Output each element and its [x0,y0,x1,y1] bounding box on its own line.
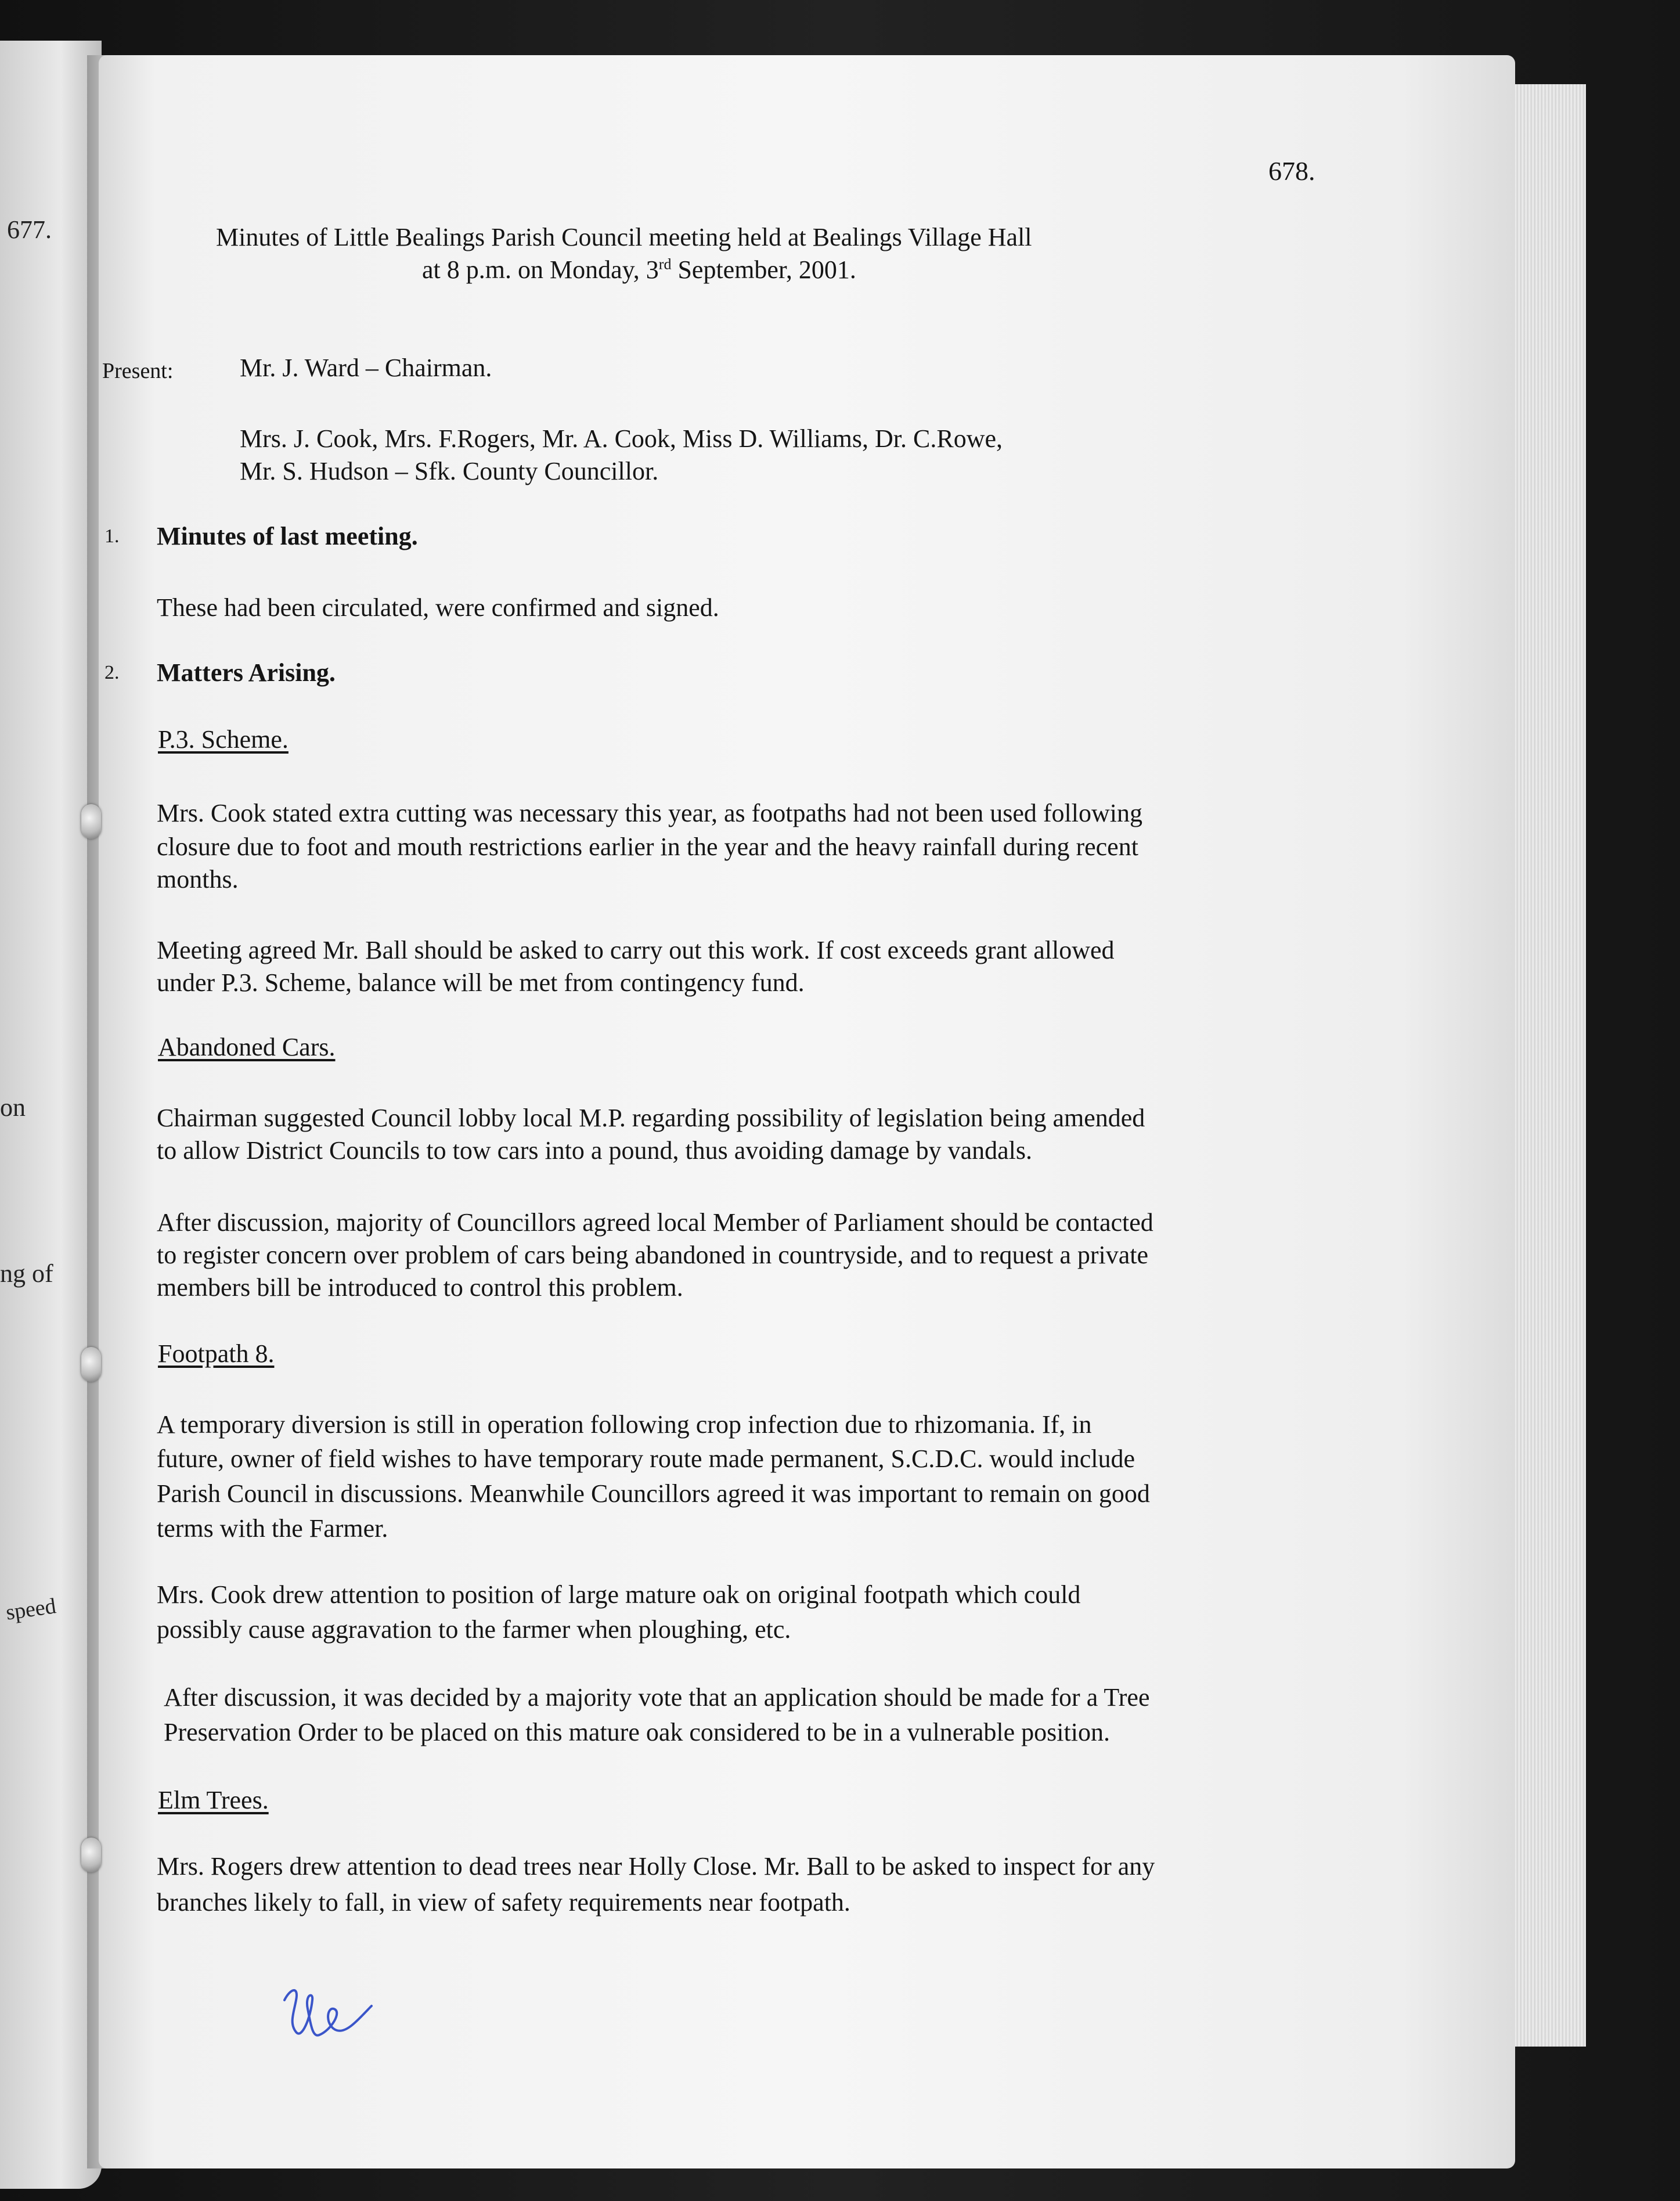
paragraph-line: under P.3. Scheme, balance will be met from contingency fund. [157,968,805,997]
paragraph-line: members bill be introduced to control this problem. [157,1273,683,1302]
section-number: 2. [104,662,120,683]
left-page-fragment: ng of [0,1259,53,1288]
left-page-fragment: on [0,1093,26,1122]
section-heading: Matters Arising. [157,658,336,687]
present-label: Present: [102,359,174,383]
paragraph-line: possibly cause aggravation to the farmer when ploughing, etc. [157,1615,791,1644]
paragraph-line: terms with the Farmer. [157,1514,388,1543]
present-attendees: Mrs. J. Cook, Mrs. F.Rogers, Mr. A. Cook, Miss D. Williams, Dr. C.Rowe, [240,424,1003,453]
subsection-heading: Footpath 8. [158,1339,275,1368]
page-stack-edge [1509,84,1586,2047]
paragraph-line: These had been circulated, were confirmed and signed. [157,593,719,622]
paragraph-line: A temporary diversion is still in operation following crop infection due to rhizomania. If, in [157,1410,1092,1439]
binder-ring [81,1347,101,1382]
paragraph-line: Mrs. Cook drew attention to position of large mature oak on original footpath which could [157,1580,1081,1609]
present-chair: Mr. J. Ward – Chairman. [240,354,492,382]
paragraph-line: branches likely to fall, in view of safety requirements near footpath. [157,1888,850,1917]
document-title: Minutes of Little Bealings Parish Council meeting held at Bealings Village Hall [216,223,1032,251]
section-heading: Minutes of last meeting. [157,522,418,550]
subsection-heading: P.3. Scheme. [158,725,289,754]
signature-initials [279,1977,395,2052]
paragraph-line: Preservation Order to be placed on this mature oak considered to be in a vulnerable position. [164,1718,1110,1746]
page-number: 678. [1268,156,1315,186]
paragraph-line: future, owner of field wishes to have temporary route made permanent, S.C.D.C. would include [157,1444,1135,1473]
paragraph-line: months. [157,865,239,894]
paragraph-line: to register concern over problem of cars being abandoned in countryside, and to request a private [157,1241,1149,1269]
paragraph-line: Mrs. Rogers drew attention to dead trees near Holly Close. Mr. Ball to be asked to inspect for any [157,1852,1155,1881]
present-attendees: Mr. S. Hudson – Sfk. County Councillor. [240,457,659,485]
document-title-date: at 8 p.m. on Monday, 3rd September, 2001. [422,255,856,284]
paragraph-line: After discussion, it was decided by a majority vote that an application should be made for a Tree [164,1683,1150,1712]
paragraph-line: After discussion, majority of Councillors agreed local Member of Parliament should be contacted [157,1208,1153,1237]
subsection-heading: Elm Trees. [158,1786,269,1814]
paragraph-line: Parish Council in discussions. Meanwhile Councillors agreed it was important to remain on good [157,1479,1150,1508]
binder-ring [81,1838,101,1872]
left-page-fragment: speed [4,1594,58,1625]
binder-ring [81,804,101,839]
subsection-heading: Abandoned Cars. [158,1033,336,1061]
paragraph-line: Chairman suggested Council lobby local M.P. regarding possibility of legislation being amended [157,1104,1145,1132]
paragraph-line: closure due to foot and mouth restrictions earlier in the year and the heavy rainfall during recent [157,833,1138,861]
paragraph-line: Mrs. Cook stated extra cutting was necessary this year, as footpaths had not been used following [157,799,1142,827]
section-number: 1. [104,525,120,547]
paragraph-line: Meeting agreed Mr. Ball should be asked to carry out this work. If cost exceeds grant allowed [157,936,1115,964]
paragraph-line: to allow District Councils to tow cars into a pound, thus avoiding damage by vandals. [157,1136,1032,1165]
left-page-number: 677. [7,215,52,244]
